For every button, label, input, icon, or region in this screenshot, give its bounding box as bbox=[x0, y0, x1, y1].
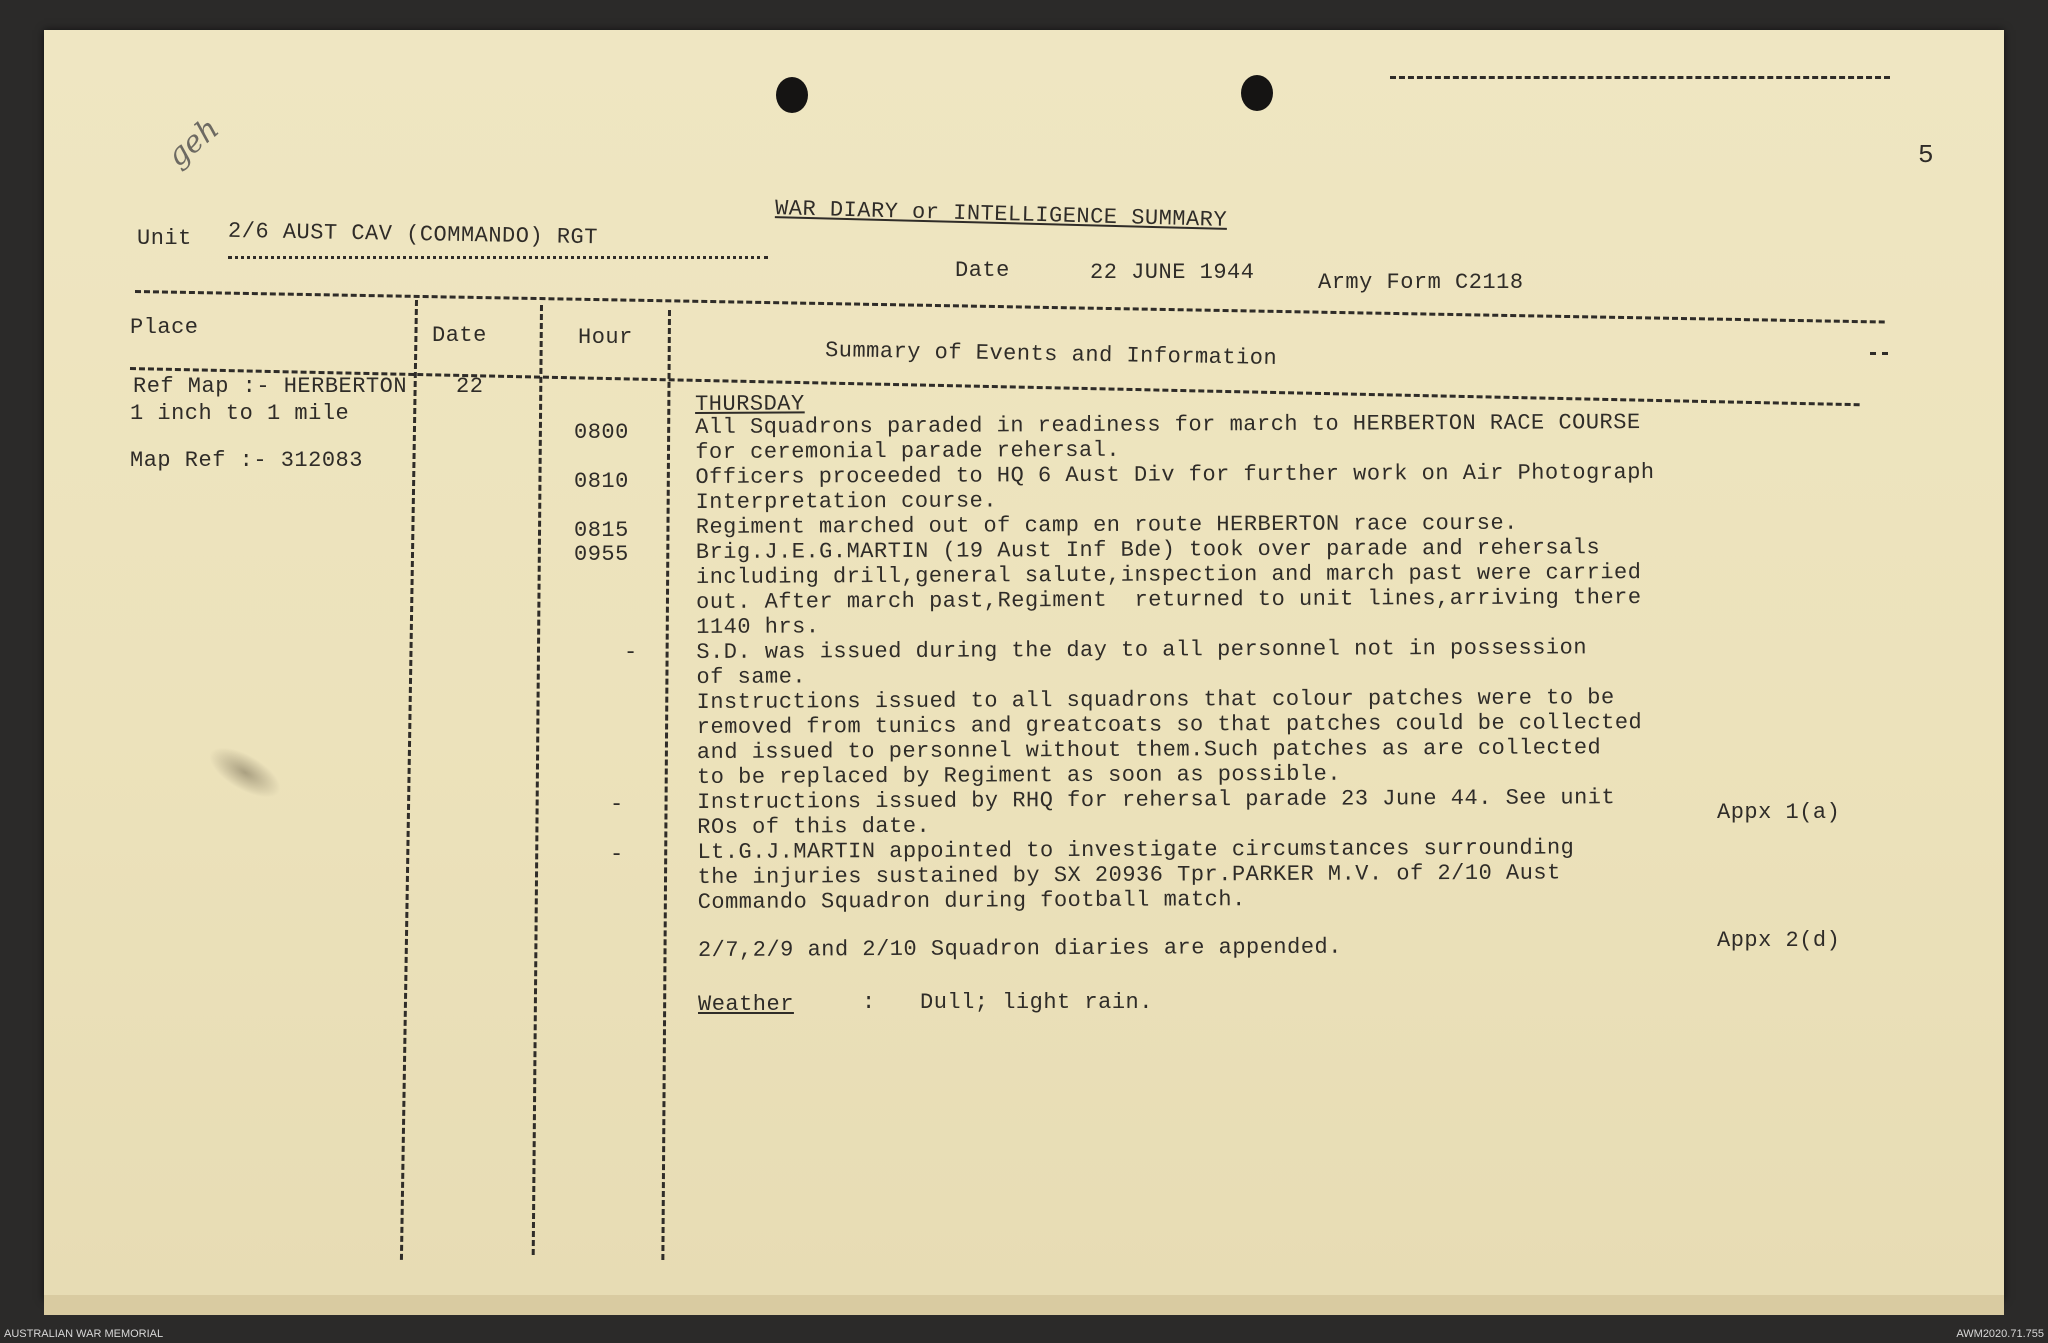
hour-entry: - bbox=[610, 792, 624, 817]
hour-entry: 0815 bbox=[574, 518, 629, 543]
hour-entry: - bbox=[610, 842, 624, 867]
summary-line: including drill,general salute,inspection and march past were carried bbox=[695, 560, 1642, 590]
summary-line: Instructions issued to all squadrons that colour patches were to be bbox=[696, 685, 1615, 715]
summary-line: 2/7,2/9 and 2/10 Squadron diaries are appended. bbox=[697, 934, 1342, 963]
right-tick bbox=[1870, 352, 1888, 355]
date-label: Date bbox=[955, 258, 1010, 283]
place-ref-map: Ref Map :- HERBERTON bbox=[133, 374, 408, 399]
summary-line: 1140 hrs. bbox=[696, 614, 820, 640]
summary-line: Brig.J.E.G.MARTIN (19 Aust Inf Bde) took over parade and rehersals bbox=[695, 535, 1601, 565]
corner-mark: 5 bbox=[1918, 140, 1935, 170]
summary-line: for ceremonial parade rehersal. bbox=[695, 437, 1121, 465]
summary-line: to be replaced by Regiment as soon as possible. bbox=[696, 761, 1342, 790]
hour-entry: 0800 bbox=[574, 420, 629, 445]
top-dashes bbox=[1390, 76, 1890, 79]
punch-hole-right bbox=[1241, 75, 1273, 111]
col-header-date: Date bbox=[432, 323, 487, 348]
weather-value: Dull; light rain. bbox=[920, 990, 1153, 1015]
weather-separator: : bbox=[862, 990, 876, 1015]
summary-line: out. After march past,Regiment returned to unit lines,arriving there bbox=[696, 585, 1642, 615]
summary-line: the injuries sustained by SX 20936 Tpr.PARKER M.V. of 2/10 Aust bbox=[697, 860, 1561, 890]
place-map-ref: Map Ref :- 312083 bbox=[130, 448, 363, 473]
page-edge bbox=[44, 1295, 2004, 1315]
summary-line: THURSDAY bbox=[695, 391, 805, 417]
hour-entry: 0810 bbox=[574, 469, 629, 494]
col-header-place: Place bbox=[130, 315, 199, 340]
summary-line: ROs of this date. bbox=[697, 813, 931, 840]
footer-left: AUSTRALIAN WAR MEMORIAL bbox=[4, 1328, 164, 1340]
unit-dots bbox=[228, 256, 768, 259]
handwritten-mark: geh bbox=[160, 111, 226, 174]
unit-value: 2/6 AUST CAV (COMMANDO) RGT bbox=[227, 218, 599, 251]
summary-line: Commando Squadron during football match. bbox=[697, 887, 1246, 915]
summary-line: Instructions issued by RHQ for rehersal parade 23 June 44. See unit bbox=[697, 785, 1616, 815]
summary-line: Interpretation course. bbox=[695, 488, 998, 515]
col-header-hour: Hour bbox=[578, 325, 633, 350]
summary-line: All Squadrons paraded in readiness for march to HERBERTON RACE COURSE bbox=[695, 410, 1641, 440]
appendix-ref: Appx 2(d) bbox=[1717, 928, 1841, 953]
summary-line: Officers proceeded to HQ 6 Aust Div for further work on Air Photograph bbox=[695, 459, 1655, 490]
form-title: WAR DIARY or INTELLIGENCE SUMMARY bbox=[774, 196, 1228, 233]
footer-right: AWM2020.71.755 bbox=[1956, 1328, 2044, 1340]
place-scale: 1 inch to 1 mile bbox=[130, 401, 350, 426]
summary-line: Lt.G.J.MARTIN appointed to investigate circumstances surrounding bbox=[697, 835, 1575, 865]
summary-line: and issued to personnel without them.Such patches as are collected bbox=[696, 735, 1602, 765]
army-form: Army Form C2118 bbox=[1318, 270, 1524, 295]
punch-hole-left bbox=[776, 77, 808, 113]
hour-entry: 0955 bbox=[574, 542, 629, 567]
summary-line: Regiment marched out of camp en route HERBERTON race course. bbox=[695, 510, 1518, 540]
summary-line: removed from tunics and greatcoats so that patches could be collected bbox=[696, 710, 1643, 740]
weather-label: Weather bbox=[698, 992, 794, 1017]
date-entry: 22 bbox=[456, 374, 484, 399]
col-header-summary: Summary of Events and Information bbox=[824, 338, 1278, 371]
summary-line: of same. bbox=[696, 664, 807, 690]
hour-entry: - bbox=[624, 640, 638, 665]
summary-line: S.D. was issued during the day to all personnel not in possession bbox=[696, 635, 1588, 665]
unit-label: Unit bbox=[137, 226, 192, 251]
appendix-ref: Appx 1(a) bbox=[1717, 800, 1841, 825]
date-value: 22 JUNE 1944 bbox=[1090, 260, 1255, 285]
